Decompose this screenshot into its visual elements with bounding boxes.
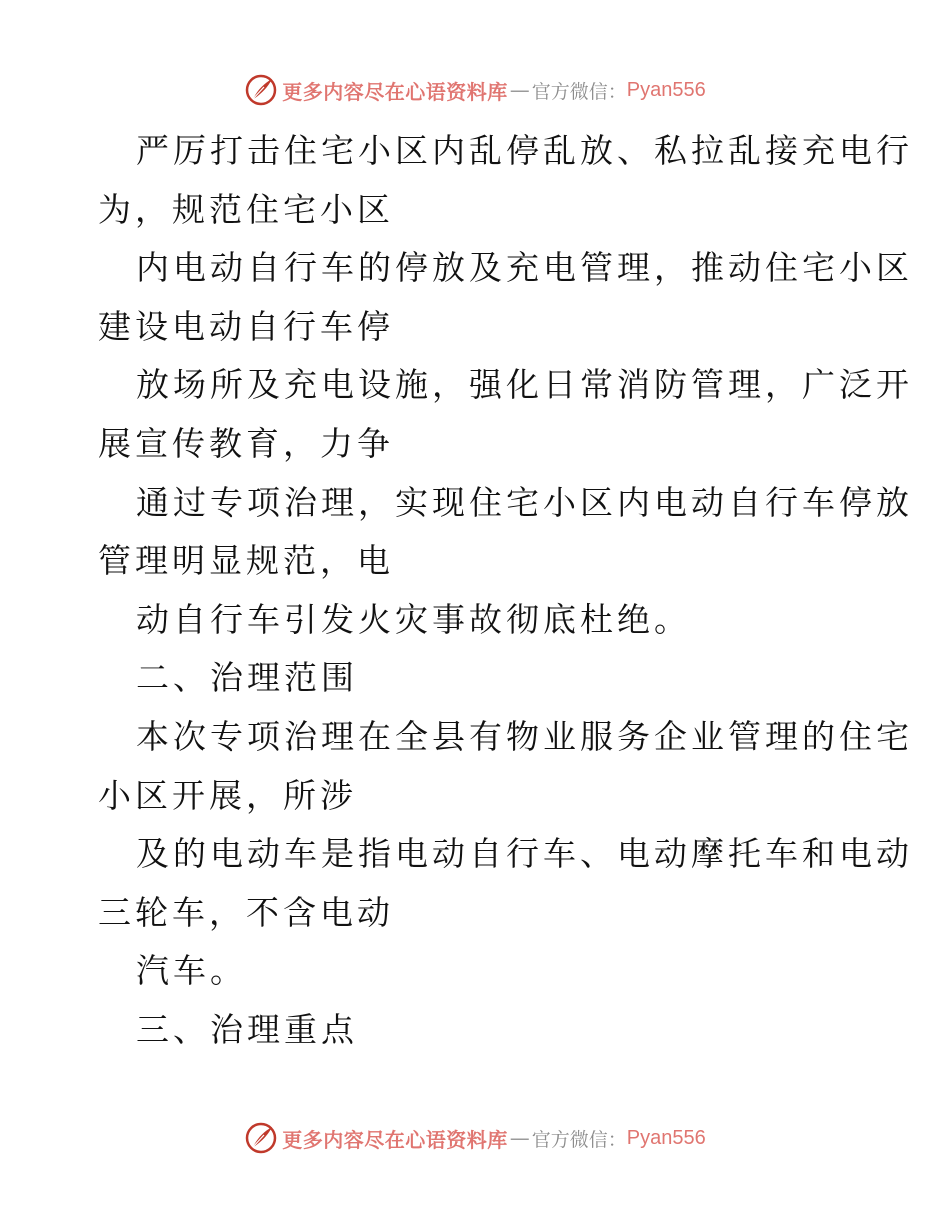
- watermark-dash: —: [509, 78, 530, 102]
- watermark-wechat-label: 官方微信：: [531, 80, 627, 103]
- watermark-wechat-id: Pyan556: [626, 1126, 706, 1149]
- text-line: 本次专项治理在全县有物业服务企业管理的住宅: [136, 716, 913, 756]
- text-line: 管理明显规范，电: [98, 541, 394, 581]
- text-line: 三、治理重点: [136, 1009, 358, 1049]
- header-watermark: [0, 70, 950, 110]
- text-line: 小区开展，所涉: [98, 775, 357, 815]
- text-line: 三轮车，不含电动: [98, 892, 394, 932]
- text-line: 动自行车引发火灾事故彻底杜绝。: [136, 599, 691, 639]
- text-line: 及的电动车是指电动自行车、电动摩托车和电动: [136, 834, 913, 874]
- text-line: 展宣传教育，力争: [98, 423, 394, 463]
- text-line: 内电动自行车的停放及充电管理，推动住宅小区: [136, 248, 913, 288]
- text-line: 严厉打击住宅小区内乱停乱放、私拉乱接充电行: [136, 131, 913, 170]
- watermark-wechat-id: Pyan556: [626, 78, 706, 101]
- watermark-site-name: 更多内容尽在心语资料库: [282, 1127, 508, 1152]
- watermark-dash: —: [509, 1126, 530, 1150]
- watermark-site-name: 更多内容尽在心语资料库: [282, 79, 508, 104]
- footer-watermark: [0, 1118, 950, 1158]
- text-line: 通过专项治理，实现住宅小区内电动自行车停放: [136, 482, 913, 522]
- document-body: [98, 122, 913, 1060]
- text-line: 二、治理范围: [136, 658, 358, 698]
- watermark-wechat-label: 官方微信：: [531, 1128, 627, 1151]
- text-line: 汽车。: [136, 951, 247, 991]
- text-line: 放场所及充电设施，强化日常消防管理，广泛开: [136, 365, 913, 405]
- feather-pen-logo-icon: [244, 1121, 278, 1155]
- text-line: 建设电动自行车停: [98, 306, 394, 346]
- text-line: 为，规范住宅小区: [98, 189, 394, 229]
- feather-pen-logo-icon: [244, 73, 278, 107]
